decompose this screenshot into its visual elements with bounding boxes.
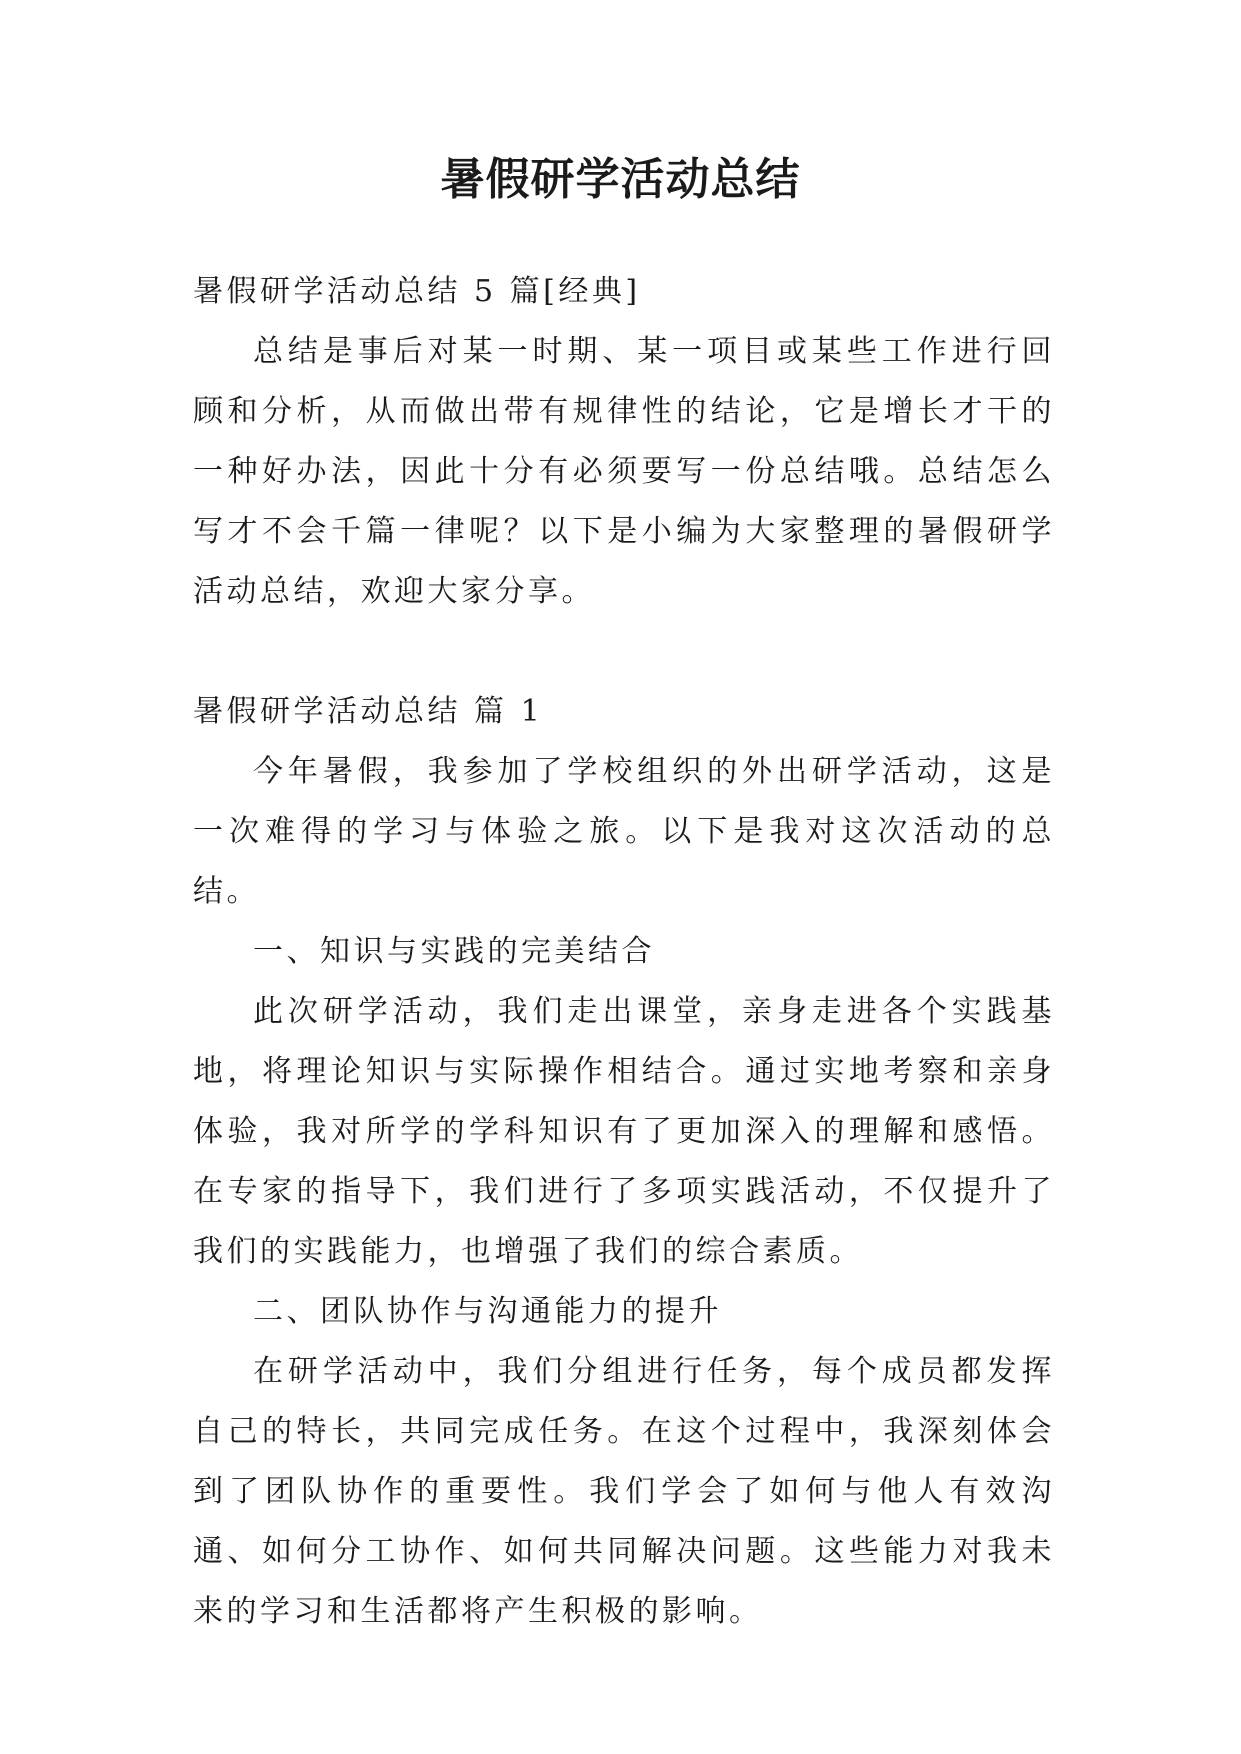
subsection-heading: 一、知识与实践的完美结合 [253, 934, 655, 969]
body-paragraph: 在研学活动中，我们分组进行任务，每个成员都发挥自己的特长，共同完成任务。在这个过程中，我深刻体会到了团队协作的重要性。我们学会了如何与他人有效沟通、如何分工协作、如何共同解决问题。这些能力对我未来的学习和生活都将产生积极的影响。 [193, 1354, 1055, 1629]
section-heading: 暑假研学活动总结 篇 1 [193, 694, 544, 729]
body-paragraph: 此次研学活动，我们走出课堂，亲身走进各个实践基地，将理论知识与实际操作相结合。通过实地考察和亲身体验，我对所学的学科知识有了更加深入的理解和感悟。在专家的指导下，我们进行了多项实践活动，不仅提升了我们的实践能力，也增强了我们的综合素质。 [193, 994, 1055, 1269]
body-paragraph: 今年暑假，我参加了学校组织的外出研学活动，这是一次难得的学习与体验之旅。以下是我对这次活动的总结。 [193, 754, 1055, 909]
document-subtitle: 暑假研学活动总结 5 篇[经典] [193, 274, 641, 309]
intro-paragraph: 总结是事后对某一时期、某一项目或某些工作进行回顾和分析，从而做出带有规律性的结论，它是增长才干的一种好办法，因此十分有必须要写一份总结哦。总结怎么写才不会千篇一律呢？以下是小编为大家整理的暑假研学活动总结，欢迎大家分享。 [193, 334, 1055, 609]
subsection-heading: 二、团队协作与沟通能力的提升 [253, 1294, 722, 1329]
document-body [193, 262, 1055, 1642]
paragraph-spacer [193, 622, 1055, 682]
document-title: 暑假研学活动总结 [440, 154, 801, 205]
